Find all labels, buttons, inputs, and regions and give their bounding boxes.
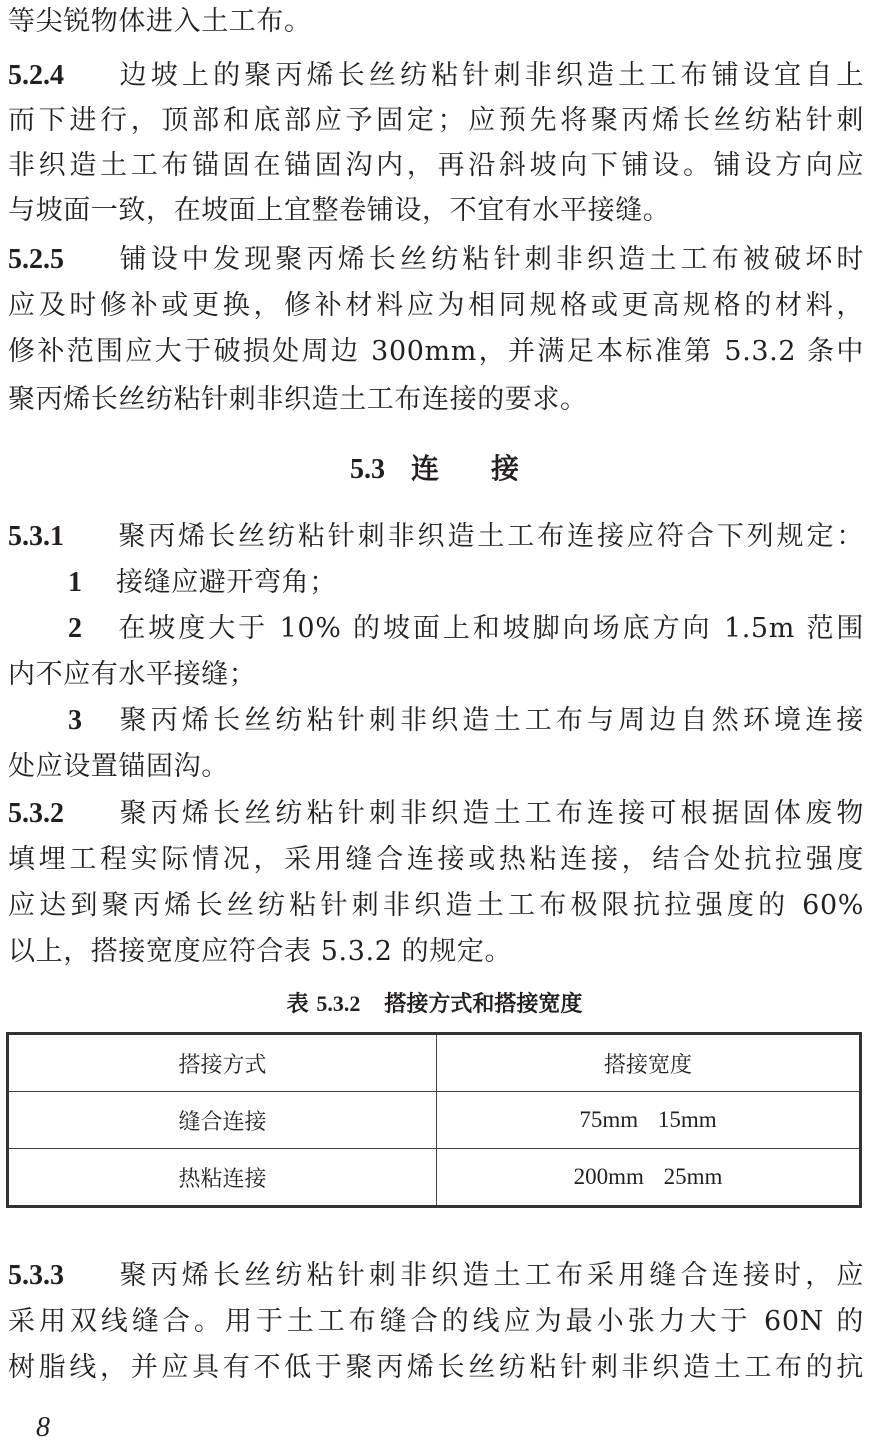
- clause-5-3-2-line-3: [8, 886, 864, 926]
- text-line: 应及时修补或更换，修补材料应为相同规格或更高规格的材料，: [8, 290, 864, 321]
- list-item-3-line-2: [8, 747, 864, 787]
- table-cell-width: 75mm 15mm: [437, 1092, 861, 1149]
- section-number: 5.3: [349, 454, 385, 485]
- clause-5-3-2-line-4: [8, 932, 864, 972]
- list-item-2-line-2: [8, 655, 864, 695]
- text-line: 边坡上的聚丙烯长丝纺粘针刺非织造土工布铺设宜自上: [116, 60, 864, 91]
- text-line: 而下进行，顶部和底部应予固定；应预先将聚丙烯长丝纺粘针刺: [8, 105, 864, 136]
- text-line: 铺设中发现聚丙烯长丝纺粘针刺非织造土工布被破坏时: [116, 244, 864, 275]
- text-line: 处应设置锚固沟。: [8, 751, 229, 782]
- text-line: 应达到聚丙烯长丝纺粘针刺非织造土工布极限抗拉强度的 60%: [8, 890, 864, 921]
- overlap-width-table: [6, 1032, 862, 1208]
- clause-5-2-5-line-3: [8, 332, 864, 372]
- clause-5-3-3-line-2: [8, 1302, 864, 1342]
- text-line: 在坡度大于 10% 的坡面上和坡脚向场底方向 1.5m 范围: [116, 613, 864, 644]
- table-caption: [0, 986, 869, 1022]
- table-header-cell: 搭接方式: [8, 1034, 437, 1092]
- text-line: 聚丙烯长丝纺粘针刺非织造土工布连接可根据固体废物: [116, 798, 864, 829]
- table-header-cell: 搭接宽度: [437, 1034, 861, 1092]
- text-line: 填埋工程实际情况，采用缝合连接或热粘连接，结合处抗拉强度: [8, 844, 864, 875]
- clause-5-2-4-line-1: [8, 56, 864, 96]
- clause-5-3-2-line-1: [8, 794, 864, 834]
- table-caption-number: 5.3.2: [316, 991, 361, 1016]
- list-item-number: 2: [68, 613, 82, 644]
- list-item-3-line-1: [8, 701, 864, 741]
- clause-number: 5.2.5: [8, 244, 64, 275]
- clause-number: 5.3.2: [8, 798, 64, 829]
- text-line: 聚丙烯长丝纺粘针刺非织造土工布采用缝合连接时，应: [116, 1260, 864, 1291]
- text-line: 等尖锐物体进入土工布。: [8, 6, 312, 37]
- text-line: 接缝应避开弯角；: [116, 567, 337, 598]
- page-number: 8: [36, 1412, 50, 1443]
- clause-5-3-3-line-1: [8, 1256, 864, 1296]
- clause-number: 5.3.3: [8, 1260, 64, 1291]
- clause-5-3-2-line-2: [8, 840, 864, 880]
- clause-5-2-4-line-4: [8, 191, 864, 231]
- text-line: 聚丙烯长丝纺粘针刺非织造土工布与周边自然环境连接: [116, 705, 864, 736]
- clause-5-2-4-line-3: [8, 146, 864, 186]
- text-line: 树脂线，并应具有不低于聚丙烯长丝纺粘针刺非织造土工布的抗: [8, 1352, 864, 1383]
- text-line: 聚丙烯长丝纺粘针刺非织造土工布连接应符合下列规定：: [116, 521, 864, 552]
- clause-5-3-3-line-3: [8, 1348, 864, 1388]
- text-line: 与坡面一致，在坡面上宜整卷铺设，不宜有水平接缝。: [8, 195, 671, 226]
- clause-5-2-5-line-1: [8, 240, 864, 280]
- clause-5-2-5-line-2: [8, 286, 864, 326]
- text-line: 非织造土工布锚固在锚固沟内，再沿斜坡向下铺设。铺设方向应: [8, 150, 864, 181]
- table-cell-width: 200mm 25mm: [437, 1149, 861, 1207]
- list-item-2-line-1: [8, 609, 864, 649]
- text-line: 内不应有水平接缝；: [8, 659, 257, 690]
- list-item-number: 1: [68, 567, 82, 598]
- list-item-1: [8, 563, 864, 603]
- clause-5-2-4-line-2: [8, 101, 864, 141]
- table-caption-title: 搭接方式和搭接宽度: [384, 991, 583, 1017]
- text-line: 以上，搭接宽度应符合表 5.3.2 的规定。: [8, 936, 513, 967]
- list-item-number: 3: [68, 705, 82, 736]
- table-caption-prefix: 表: [286, 991, 309, 1017]
- text-line: 修补范围应大于破损处周边 300mm，并满足本标准第 5.3.2 条中: [8, 336, 864, 367]
- clause-number: 5.2.4: [8, 60, 64, 91]
- table-cell-method: 热粘连接: [8, 1149, 437, 1207]
- text-line: 采用双线缝合。用于土工布缝合的线应为最小张力大于 60N 的: [8, 1306, 864, 1337]
- paragraph-continuation: [8, 2, 864, 42]
- clause-5-3-1-intro: [8, 517, 864, 557]
- table-header-row: [8, 1034, 861, 1092]
- table-cell-method: 缝合连接: [8, 1092, 437, 1149]
- section-title: 连接: [410, 452, 571, 485]
- table-row: [8, 1149, 861, 1207]
- clause-number: 5.3.1: [8, 521, 64, 552]
- table-row: [8, 1092, 861, 1149]
- section-heading: [0, 449, 869, 490]
- clause-5-2-5-line-4: [8, 380, 864, 420]
- text-line: 聚丙烯长丝纺粘针刺非织造土工布连接的要求。: [8, 384, 588, 415]
